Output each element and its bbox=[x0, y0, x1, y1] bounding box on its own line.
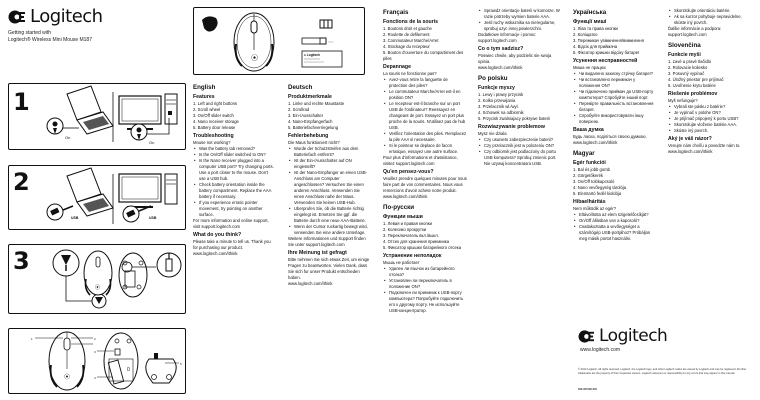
support-text: Weitere Informationen und Support finden Sie unter support.logitech.com bbox=[288, 236, 366, 247]
language-heading: Deutsch bbox=[288, 84, 313, 91]
section-heading: Функції миші bbox=[573, 19, 607, 25]
svg-text:USB: USB bbox=[149, 216, 157, 220]
svg-text:USB: USB bbox=[71, 216, 79, 220]
feedback-link[interactable]: www.logitech.com/ithink bbox=[193, 251, 238, 256]
product-contents-panel bbox=[193, 7, 365, 75]
bullet-item: • Перевірте правильність встановлення батареї. bbox=[573, 101, 657, 113]
legal-text: © 2013 Logitech. All rights reserved. Logitech, the Logitech logo, and other Logitech marks are owned by Logitech and may be registered. All other trademarks are the property of their respective owners. Logitech assumes no responsibility for any errors that may appear in this manual. bbox=[578, 368, 747, 375]
bullet-item: • Je prijímač pripojený k portu USB? bbox=[668, 116, 754, 122]
svg-text:● Logitech: ● Logitech bbox=[304, 53, 321, 57]
logitech-logo-icon bbox=[8, 9, 26, 25]
svg-text:○○○: ○○○ bbox=[328, 40, 334, 44]
bullet-item: • Skontrolujte vloženie batérie AAA. bbox=[668, 122, 754, 128]
feature-item: 1. Ліва та права кнопки bbox=[573, 26, 618, 31]
bullet-item: • Ist der Ein-/Ausschalter auf ON eingestellt? bbox=[288, 158, 370, 170]
svg-text:On: On bbox=[149, 140, 155, 145]
bullet-item: • If you experience erratic pointer movement, try pointing on another surface. bbox=[193, 200, 275, 218]
title-line-1: Getting started with bbox=[8, 30, 52, 36]
section-heading: Ваша думка bbox=[573, 127, 604, 133]
language-heading: Français bbox=[383, 9, 409, 16]
bullet-item: • Czy odbiornik jest podlaczony do portu USB komputera? Sprobuj zmienic port. Nie uzywaj koncentratora USB. bbox=[478, 149, 562, 167]
feature-item: 4. Nano vevőegység tárolója bbox=[573, 185, 627, 190]
feedback-link[interactable]: www.logitech.com/ithink bbox=[383, 194, 428, 199]
support-text: Ďalšie informácie a podpora: support.logitech.com bbox=[668, 26, 722, 37]
bullet-item: • Je vypínač v polohe ON? bbox=[668, 110, 754, 116]
feature-item: 1. Левая и правая кнопки bbox=[383, 221, 432, 226]
feature-item: 3. Перемикач увімкнення/вимкнення bbox=[573, 38, 644, 43]
column-ukrainian bbox=[573, 8, 657, 242]
battery-install-illustration bbox=[9, 245, 185, 313]
feature-item: 3. Переключатель вкл./выкл. bbox=[383, 233, 439, 238]
bullet-item: • Czy usunieto zabezpieczenie baterii? bbox=[478, 137, 562, 143]
feature-item: 4. Отсек для хранения приемника bbox=[383, 239, 450, 244]
logitech-logo bbox=[8, 6, 103, 27]
feedback-text: Будь ласка, поділіться своєю думкою. bbox=[573, 134, 647, 139]
svg-text:⦿: ⦿ bbox=[251, 54, 258, 62]
bullet-item: • Ak sa kurzor pohybuje nepravidelne, skúste iný povrch. bbox=[668, 14, 754, 26]
language-heading: Slovenčina bbox=[668, 42, 701, 49]
language-heading: По-русски bbox=[383, 204, 415, 211]
svg-text:3: 3 bbox=[94, 350, 96, 354]
bullet-item: • Eltávolította az elem szigetelőcsíkját? bbox=[573, 212, 657, 218]
part-number: 620-005190.002 bbox=[578, 388, 597, 391]
bullet-item: • Sprawdz orientacje baterii w komorze. W razie potrzeby wymien baterie AAA. bbox=[478, 8, 562, 20]
step-3-number: 3 bbox=[13, 247, 30, 275]
bullet-item: • Si le pointeur se deplace de facon erratique, essayez une autre surface. bbox=[383, 143, 467, 155]
language-heading: Українська bbox=[573, 9, 607, 16]
feature-item: 3. On/Off slider switch bbox=[193, 113, 234, 118]
feature-item: 3. Ein-/Ausschalter bbox=[288, 113, 324, 118]
language-heading: Po polsku bbox=[478, 75, 508, 82]
bullet-item: • Jesli ruchy wskaznika sa nieregularne, sprobuj uzyc innej powierzchni. bbox=[478, 20, 562, 32]
svg-text:⦿: ⦿ bbox=[64, 375, 71, 381]
feature-item: 2. Kolko przewijania bbox=[478, 98, 516, 103]
feature-item: 4. Nano-Empfangerfach bbox=[288, 119, 333, 124]
column-polski bbox=[478, 8, 562, 167]
feature-item: 3. On/Off tolókapcsoló bbox=[573, 179, 615, 184]
intro-text: La souris ne fonctionne pas? bbox=[383, 71, 437, 76]
feature-item: 5. Batteriefachverriegelung bbox=[288, 125, 339, 130]
language-heading: Magyar bbox=[573, 150, 595, 157]
bullet-item: • Wurde der Schutzstreifen aus dem Batteriefach entfernt? bbox=[288, 146, 370, 158]
step-2-panel bbox=[8, 165, 186, 230]
feature-item: 1. Linke und rechte Maustaste bbox=[288, 101, 345, 106]
bullet-item: • Skontrolujte orientáciu batérie. bbox=[668, 8, 754, 14]
bullet-item: • Чи встановлено перемикач у положення ON? bbox=[573, 77, 657, 89]
bullet-item: • Установлен ли переключатель в положение ON? bbox=[383, 278, 467, 290]
feature-item: 5. Фіксатор кришки відсіку батареї bbox=[573, 50, 640, 55]
svg-text:On: On bbox=[65, 135, 71, 140]
step-1-number: 1 bbox=[13, 88, 30, 116]
feature-item: 2. Rolovacie koliesko bbox=[668, 65, 708, 70]
section-heading: Функции мыши bbox=[383, 214, 423, 220]
section-heading: Funkcie myši bbox=[668, 52, 701, 58]
feature-item: 4. Stockage du recepteur bbox=[383, 44, 430, 49]
section-heading: Co o tym sadzisz? bbox=[478, 46, 524, 52]
feedback-text: Venujte nám chvíľu a povedzte nám to. bbox=[668, 143, 741, 148]
support-text: Dodatkowe informacje i pomoc: support.logitech.com bbox=[478, 32, 537, 43]
feedback-link[interactable]: www.logitech.com/ithink bbox=[573, 140, 618, 145]
section-heading: Hibaelhárítás bbox=[573, 199, 606, 205]
bullet-item: • Verifiez l'orientation des piles. Remplacez la pile AAA si necessaire. bbox=[383, 131, 467, 143]
logitech-logo-bottom bbox=[578, 326, 667, 346]
feature-item: 2. Scrollrad bbox=[288, 107, 310, 112]
section-heading: Aký je váš názor? bbox=[668, 136, 712, 142]
website-link[interactable]: www.logitech.com bbox=[580, 347, 621, 353]
intro-text: Die Maus funktioniert nicht? bbox=[288, 140, 340, 145]
feedback-link[interactable]: www.logitech.com/ithink bbox=[288, 281, 333, 286]
svg-text:5: 5 bbox=[180, 362, 182, 366]
feature-item: 4. Відсік для приймача bbox=[573, 44, 618, 49]
features-diagram-panel bbox=[8, 328, 186, 394]
bullet-item: • Uberprufen Sie, ob die Batterie richtig eingelegt ist. Ersetzen Sie ggf. die Batterie durch eine neue AAA-Batterie. bbox=[288, 206, 370, 224]
svg-text:0: 0 bbox=[127, 367, 130, 373]
section-heading: What do you think? bbox=[193, 232, 242, 238]
bullet-item: • Чи підключено приймач до USB-порту комп'ютера? Спробуйте інший порт. bbox=[573, 89, 657, 101]
support-text: Pour plus d'informations et d'assistance, visitez support.logitech.com bbox=[383, 155, 458, 166]
feature-item: 5. Battery door release bbox=[193, 125, 236, 130]
svg-text:1: 1 bbox=[31, 337, 33, 341]
feature-item: 2. Коліщатко bbox=[573, 32, 598, 37]
section-heading: Fehlerbehebung bbox=[288, 133, 329, 139]
logitech-wordmark: Logitech bbox=[30, 6, 103, 27]
intro-text: Mysz nie dziala bbox=[478, 131, 507, 136]
section-heading: Qu'en pensez-vous? bbox=[383, 169, 434, 175]
bullet-item: • Vybrali ste pásku z batérie? bbox=[668, 104, 754, 110]
feature-item: 2. Roulette de defilement bbox=[383, 32, 430, 37]
section-heading: Egér funkciói bbox=[573, 160, 606, 166]
intro-text: Мышь не работает bbox=[383, 260, 420, 265]
feature-item: 2. Scroll wheel bbox=[193, 107, 221, 112]
section-heading: Rozwiazywanie problemow bbox=[478, 124, 545, 130]
section-heading: Riešenie problémov bbox=[668, 91, 718, 97]
feedback-text: Bitte nehmen Sie sich etwas Zeit, um einige Fragen zu beantworten. Vielen Dank, dass Sie sich fur unser Produkt entschieden haben. bbox=[288, 257, 370, 280]
feature-item: 4. Úložný priestor pre prijímač bbox=[668, 77, 724, 82]
section-heading: Усунення несправностей bbox=[573, 58, 638, 64]
power-on-illustration bbox=[9, 84, 185, 149]
feature-item: 5. Bouton d'ouverture du compartiment des piles bbox=[383, 50, 464, 61]
section-heading: Features bbox=[193, 94, 215, 100]
bullet-item: • Чи видалено захисну стрічку батареї? bbox=[573, 71, 657, 77]
step-3-panel bbox=[8, 244, 186, 314]
feature-item: 4. Nano receiver storage bbox=[193, 119, 239, 124]
feature-item: 1. Left and right buttons bbox=[193, 101, 237, 106]
feedback-link[interactable]: www.logitech.com/ithink bbox=[478, 65, 523, 70]
usb-receiver-illustration bbox=[9, 166, 185, 229]
intro-text: Myš nefunguje? bbox=[668, 98, 698, 103]
svg-text:⦿: ⦿ bbox=[95, 285, 101, 291]
column-english bbox=[193, 83, 275, 257]
bullet-item: • Csatlakoztatta a vevőegységet a számítógép USB-portjához? Próbáljon meg másik portot használni. bbox=[573, 224, 657, 242]
bullet-item: • Ist der Nano-Empfanger an einen USB-Anschluss am Computer angeschlossen? Versuchen Sie einen anderen Anschluss. Verwenden Sie einen Anschluss nahe der Maus. Verwenden Sie keinen USB-Hub. bbox=[288, 170, 370, 206]
feature-item: 4. Schowek na odbiornik bbox=[478, 110, 524, 115]
bullet-item: • Avez-vous retire la languette de protection des piles? bbox=[383, 77, 467, 89]
logitech-logo-icon bbox=[578, 329, 595, 344]
bullet-item: • Wenn der Cursor ruckartig bewegt wird, verwenden Sie eine andere Unterlage. bbox=[288, 224, 370, 236]
intro-text: Nem működik az egér? bbox=[573, 206, 617, 211]
bullet-item: • Was the battery tab removed? bbox=[193, 146, 275, 152]
feedback-text: Please take a minute to tell us. Thank you for purchasing our product. bbox=[193, 239, 271, 250]
step-2-number: 2 bbox=[13, 168, 30, 196]
bullet-item: • Удален ли язычок из батарейного отсека? bbox=[383, 266, 467, 278]
product-illustration bbox=[194, 8, 364, 74]
section-heading: Depannage bbox=[383, 64, 411, 70]
title-line-2: Logitech® Wireless Mini Mouse M187 bbox=[8, 37, 92, 43]
bullet-item: • Skúste iný povrch. bbox=[668, 128, 754, 134]
logitech-wordmark: Logitech bbox=[599, 326, 668, 346]
feature-item: 5. Przycisk zwalniajacy pokrywe baterii bbox=[478, 116, 551, 121]
bullet-item: • Le commutateur Marche/Arret est-il en position ON? bbox=[383, 89, 467, 101]
feature-item: 3. Przelacznik wl./wyl. bbox=[478, 104, 519, 109]
svg-text:4: 4 bbox=[94, 376, 96, 380]
feedback-text: Poswiec chwile, aby podzielic sie swoja opinia. bbox=[478, 53, 552, 64]
intro-text: Миша не працює bbox=[573, 65, 607, 70]
step-1-panel bbox=[8, 83, 186, 150]
bullet-item: • Is the On/Off slider switched to ON? bbox=[193, 152, 275, 158]
language-heading: English bbox=[193, 84, 216, 91]
feature-item: 5. Uvoľnenie krytu batérie bbox=[668, 83, 716, 88]
feature-item: 2. Görgetőkerék bbox=[573, 173, 604, 178]
svg-text:2: 2 bbox=[94, 337, 96, 341]
bullet-item: • Is the Nano receiver plugged into a computer USB port? Try changing ports. Use a port closer to the mouse. Don't use a USB hub. bbox=[193, 158, 275, 182]
bullet-item: • Czy przelacznik jest w polozeniu ON? bbox=[478, 143, 562, 149]
feature-item: 1. Bal és jobb gomb bbox=[573, 167, 611, 172]
bullet-item: • Спробуйте використовувати іншу поверхню. bbox=[573, 113, 657, 125]
feature-item: 5. Elemtartó fedél kioldója bbox=[573, 191, 622, 196]
column-francais bbox=[383, 8, 467, 314]
feature-item: 1. Lewy i prawy przycisk bbox=[478, 92, 524, 97]
section-heading: Produktmerkmale bbox=[288, 94, 332, 100]
mouse-features-illustration bbox=[9, 329, 185, 393]
intro-text: Mouse not working? bbox=[193, 140, 231, 145]
bullet-item: • Check battery orientation inside the battery compartment. Replace the AAA battery if necessary. bbox=[193, 182, 275, 200]
bullet-item: • On/Off állásban van a kapcsoló? bbox=[573, 218, 657, 224]
feature-item: 2. Колесико прокрутки bbox=[383, 227, 427, 232]
feature-item: 1. Ľavé a pravé tlačidlo bbox=[668, 59, 712, 64]
section-heading: Fonctions de la souris bbox=[383, 19, 439, 25]
feature-item: 1. Boutons droit et gauche bbox=[383, 26, 432, 31]
feature-item: 5. Фиксатор крышки батарейного отсека bbox=[383, 245, 462, 250]
column-deutsch bbox=[288, 83, 370, 287]
feedback-text: Veuillez prendre quelques minutes pour nous faire part de vos commentaires. Nous vous remercions d'avoir achete notre produit. bbox=[383, 176, 467, 193]
column-slovencina bbox=[668, 8, 754, 155]
section-heading: Ihre Meinung ist gefragt bbox=[288, 250, 347, 256]
feature-item: 3. Commutateur Marche/Arret bbox=[383, 38, 439, 43]
bullet-item: • Le recepteur est-il branche sur un port USB de l'ordinateur? Reessayez en changeant de port. Essayez un port plus proche de la souris. N'utilisez pas de hub USB. bbox=[383, 101, 467, 131]
document-title bbox=[8, 30, 92, 44]
bullet-item: • Подключен ли приемник к USB-порту компьютера? Попробуйте подключить его к другому порту. Не используйте USB-концентратор. bbox=[383, 290, 467, 314]
section-heading: Troubleshooting bbox=[193, 133, 234, 139]
feedback-link[interactable]: www.logitech.com/ithink bbox=[668, 149, 713, 154]
feature-item: 3. Posuvný vypínač bbox=[668, 71, 705, 76]
battery-tab-icon bbox=[202, 16, 218, 31]
section-heading: Устранение неполадок bbox=[383, 253, 442, 259]
support-text: For more information and online support, visit support.logitech.com bbox=[193, 218, 269, 229]
section-heading: Funkcje myszy bbox=[478, 85, 515, 91]
